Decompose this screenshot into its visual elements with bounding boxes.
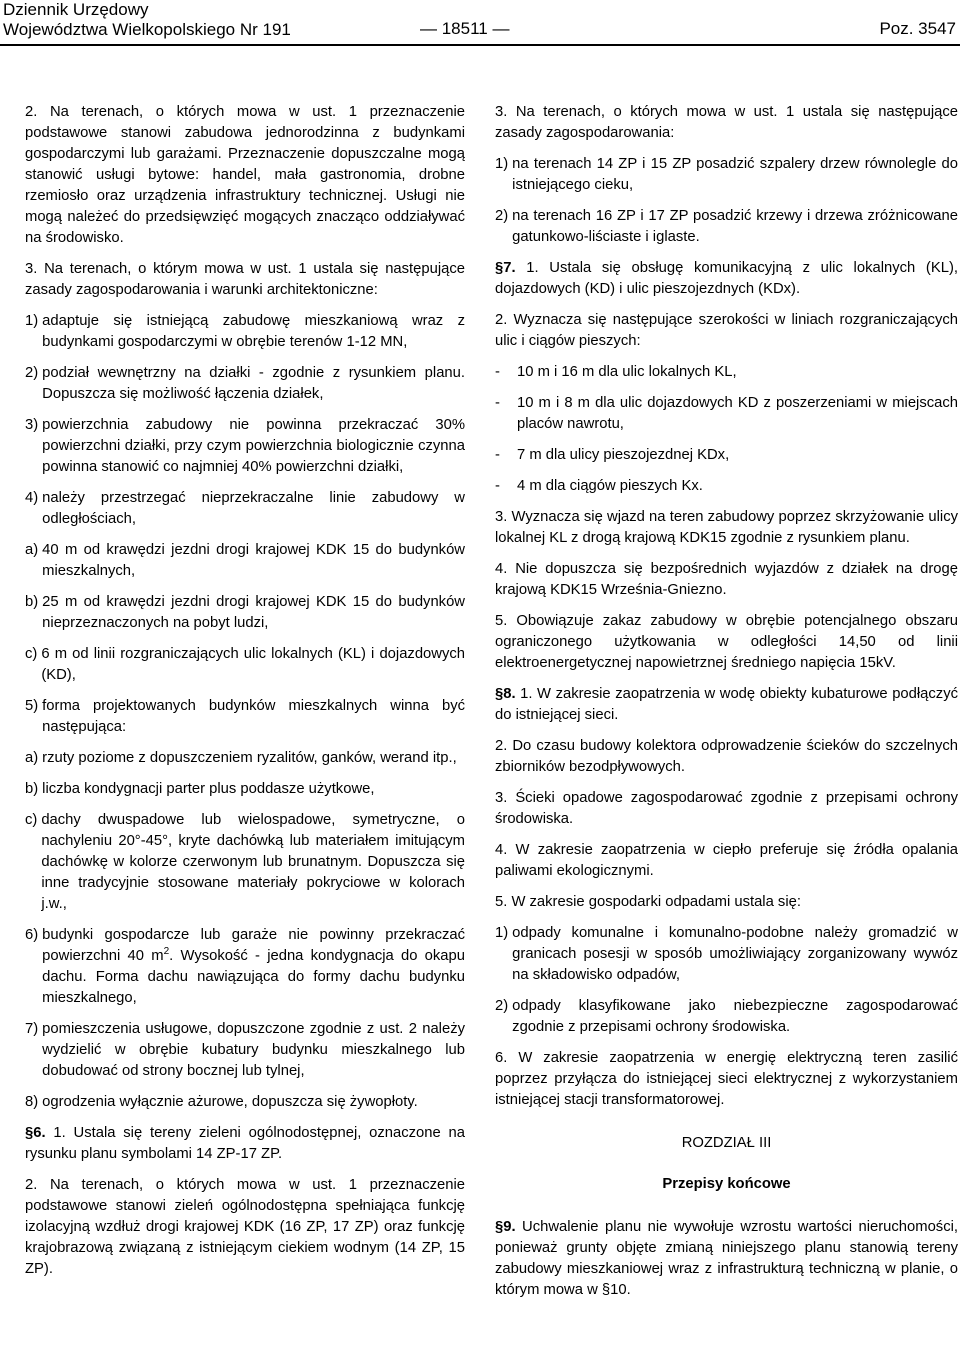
paragraph: 3. Na terenach, o których mowa w ust. 1 ustala się następujące zasady zagospodarowania: [495, 104, 958, 141]
section-heading: Przepisy końcowe [662, 1176, 791, 1192]
list-item: 7) pomieszczenia usługowe, dopuszczone zgodnie z ust. 2 należy wydzielić w obrębie kubatury budynku mieszkalnego lub dobudować od strony bocznej lub tylnej, [25, 1021, 465, 1079]
list-item: b) 25 m od krawędzi jezdni drogi krajowej KDK 15 do budynków nieprzeznaczonych na pobyt ludzi, [25, 594, 465, 631]
list-item: 4) należy przestrzegać nieprzekraczalne linie zabudowy w odległościach, [25, 490, 465, 527]
list-item: 3) powierzchnia zabudowy nie powinna przekraczać 30% powierzchni działki, przy czym powierzchnia biologicznie czynna powinna stanowić co najmniej 40% powierzchni działki, [25, 417, 465, 475]
list-item: - 10 m i 16 m dla ulic lokalnych KL, [495, 364, 737, 380]
journal-title-line2: Województwa Wielkopolskiego Nr 191 [3, 19, 291, 39]
journal-title-line1: Dziennik Urzędowy [3, 0, 149, 19]
paragraph: 6. W zakresie zaopatrzenia w energię elektryczną teren zasilić poprzez przyłącza do istniejącej sieci elektrycznej z wykorzystaniem istniejącej stacji transformatorowej. [495, 1050, 958, 1108]
list-item: a) rzuty poziome z dopuszczeniem ryzalitów, ganków, werand itp., [25, 750, 457, 766]
list-item: 2) podział wewnętrzny na działki - zgodnie z rysunkiem planu. Dopuszcza się możliwość łączenia działek, [25, 365, 465, 402]
list-item: 1) na terenach 14 ZP i 15 ZP posadzić szpalery drzew równolegle do istniejącego cieku, [495, 156, 958, 193]
paragraph: 5. Obowiązuje zakaz zabudowy w obrębie potencjalnego obszaru ograniczonego użytkowania w odległości 14,50 od linii elektroenergetycznej napowietrznej średniego napięcia 15kV. [495, 613, 958, 671]
list-item: 1) odpady komunalne i komunalno-podobne należy gromadzić w granicach posesji w sposób umożliwiający zorganizowany wywóz na składowisko odpadów, [495, 925, 958, 983]
paragraph: 3. Na terenach, o którym mowa w ust. 1 ustala się następujące zasady zagospodarowania i warunki architektoniczne: [25, 261, 465, 298]
paragraph: 2. Na terenach, o których mowa w ust. 1 przeznaczenie podstawowe stanowi zieleń ogólnodostępna spełniająca funkcję izolacyjną wzdłuż drogi krajowej KDK (16 ZP, 17 ZP) oraz funkcję krajobrazową związaną z istniejącym ciekiem wodnym (14 ZP, 15 ZP). [25, 1177, 465, 1277]
list-item: - 4 m dla ciągów pieszych Kx. [495, 478, 703, 494]
paragraph: 2. Do czasu budowy kolektora odprowadzenie ścieków do szczelnych zbiorników bezodpływowych. [495, 738, 958, 775]
paragraph: 3. Ścieki opadowe zagospodarować zgodnie z przepisami ochrony środowiska. [495, 790, 958, 827]
chapter-heading: ROZDZIAŁ III [681, 1135, 772, 1151]
list-item: 5) forma projektowanych budynków mieszkalnych winna być następująca: [25, 698, 465, 735]
right-column [495, 102, 958, 1311]
list-item: 2) na terenach 16 ZP i 17 ZP posadzić krzewy i drzewa zróżnicowane gatunkowo-liściaste i iglaste. [495, 208, 958, 245]
paragraph: 3. Wyznacza się wjazd na teren zabudowy poprzez skrzyżowanie ulicy lokalnej KL z drogą krajową KDK15 zgodnie z rysunkiem planu. [495, 509, 958, 546]
header-rule [0, 44, 960, 46]
left-column [25, 102, 465, 1290]
list-item: a) 40 m od krawędzi jezdni drogi krajowej KDK 15 do budynków mieszkalnych, [25, 542, 465, 579]
list-item: c) dachy dwuspadowe lub wielospadowe, symetryczne, o nachyleniu 20°-45°, kryte dachówką lub materiałem imitującym dachówkę w kolorze czerwonym lub brunatnym. Dopuszcza się inne tradycyjnie stosowane materiały pokryciowe w kolorach j.w., [25, 812, 465, 912]
page-number: — 18511 — [420, 19, 510, 38]
list-item: 6) budynki gospodarcze lub garaże nie powinny przekraczać powierzchni 40 $m^2$. Wysokość - jedna kondygnacja do okapu dachu. Forma dachu nawiązująca do formy dachu budynku mieszkalnego, [25, 927, 465, 1006]
list-item: b) liczba kondygnacji parter plus poddasze użytkowe, [25, 781, 375, 797]
list-item: - 10 m i 8 m dla ulic dojazdowych KD z poszerzeniami w miejscach placów nawrotu, [495, 395, 958, 432]
paragraph-section-8: §8. 1. W zakresie zaopatrzenia w wodę obiekty kubaturowe podłączyć do istniejącej sieci. [495, 686, 958, 723]
list-item: c) 6 m od linii rozgraniczających ulic lokalnych (KL) i dojazdowych (KD), [25, 646, 465, 683]
paragraph: 4. Nie dopuszcza się bezpośrednich wyjazdów z działek na drogę krajową KDK15 Września-Gniezno. [495, 561, 958, 598]
list-item: 2) odpady klasyfikowane jako niebezpieczne zagospodarować zgodnie z przepisami ochrony środowiska. [495, 998, 958, 1035]
paragraph: 2. Wyznacza się następujące szerokości w liniach rozgraniczających ulic i ciągów pieszych: [495, 312, 958, 349]
list-item: - 7 m dla ulicy pieszojezdnej KDx, [495, 447, 730, 463]
paragraph: 5. W zakresie gospodarki odpadami ustala się: [495, 894, 801, 910]
paragraph: 2. Na terenach, o których mowa w ust. 1 przeznaczenie podstawowe stanowi zabudowa jednorodzinna z budynkami gospodarczymi lub garażami. Przeznaczenie dopuszczalne mogą stanowić usługi bytowe: handel, mała gastronomia, drobne rzemiosło oraz urządzenia infrastruktury technicznej. Usługi nie mogą należeć do przedsięwzięć mogących znacząco oddziaływać na środowisko. [25, 104, 465, 246]
paragraph: 4. W zakresie zaopatrzenia w ciepło preferuje się źródła opalania paliwami ekologicznymi. [495, 842, 958, 879]
page-header [0, 0, 960, 44]
journal-title [3, 0, 291, 39]
position-number: Poz. 3547 [879, 19, 956, 38]
paragraph-section-6: §6. 1. Ustala się tereny zieleni ogólnodostępnej, oznaczone na rysunku planu symbolami 14 ZP-17 ZP. [25, 1125, 465, 1162]
list-item: 1) adaptuje się istniejącą zabudowę mieszkaniową wraz z budynkami gospodarczymi w obrębie terenów 1-12 MN, [25, 313, 465, 350]
paragraph-section-7: §7. 1. Ustala się obsługę komunikacyjną z ulic lokalnych (KL), dojazdowych (KD) i ulic pieszojezdnych (KDx). [495, 260, 958, 297]
list-item: 8) ogrodzenia wyłącznie ażurowe, dopuszcza się żywopłoty. [25, 1094, 418, 1110]
paragraph-section-9: §9. Uchwalenie planu nie wywołuje wzrostu wartości nieruchomości, ponieważ grunty objęte zmianą niniejszego planu stanowią tereny zabudowy mieszkaniowej wraz z infrastrukturą techniczną w planie, o którym mowa w §10. [495, 1219, 958, 1298]
